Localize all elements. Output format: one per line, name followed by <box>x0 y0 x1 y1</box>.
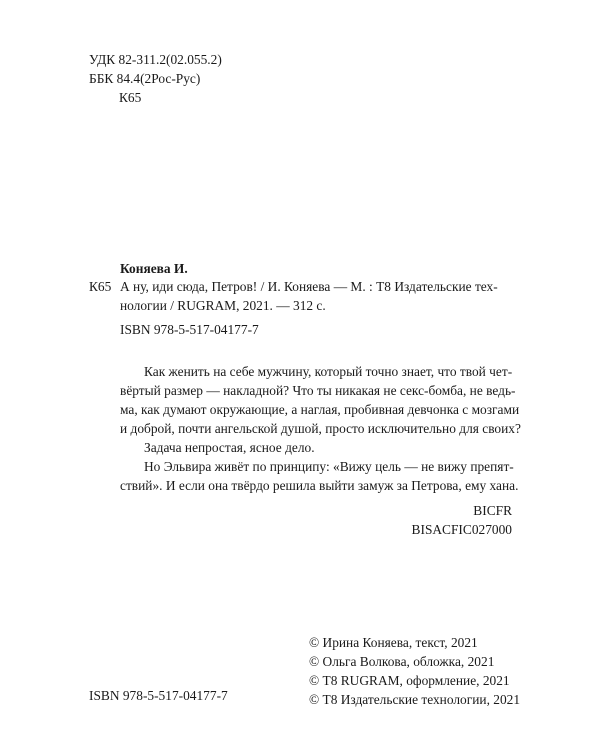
annotation-line: Задача непростая, ясное дело. <box>144 440 315 455</box>
subject-code: BISACFIC027000 <box>411 522 512 537</box>
annotation-line: Но Эльвира живёт по принципу: «Вижу цель — не вижу препят- <box>144 459 514 474</box>
copyright-line: © Ирина Коняева, текст, 2021 <box>309 635 478 650</box>
title-line: А ну, иди сюда, Петров! / И. Коняева — М. : Т8 Издательские тех- <box>120 279 498 294</box>
annotation-line: и доброй, почти ангельской душой, просто исключительно для своих? <box>120 421 521 436</box>
bbk-code: ББК 84.4(2Рос-Рус) <box>89 71 201 86</box>
record-author-mark: К65 <box>89 279 112 294</box>
annotation <box>120 362 521 495</box>
copyright-line: © Т8 RUGRAM, оформление, 2021 <box>309 673 510 688</box>
author-mark: К65 <box>119 90 142 105</box>
author-name: Коняева И. <box>120 261 188 276</box>
record-isbn: ISBN 978-5-517-04177-7 <box>120 322 259 337</box>
annotation-line: ма, как думают окружающие, а наглая, пробивная девчонка с мозгами <box>120 402 520 417</box>
bibliographic-record <box>120 277 510 315</box>
subject-code: BICFR <box>473 503 512 518</box>
classification-block <box>89 50 222 107</box>
copyright-block <box>309 633 520 709</box>
copyright-line: © Ольга Волкова, обложка, 2021 <box>309 654 495 669</box>
copyright-line: © Т8 Издательские технологии, 2021 <box>309 692 521 707</box>
annotation-line: Как женить на себе мужчину, который точно знает, что твой чет- <box>144 364 513 379</box>
annotation-line: вёртый размер — накладной? Что ты никакая не секс-бомба, не ведь- <box>120 383 516 398</box>
subject-codes <box>412 501 512 539</box>
footer-isbn: ISBN 978-5-517-04177-7 <box>89 688 228 703</box>
annotation-line: ствий». И если она твёрдо решила выйти замуж за Петрова, ему хана. <box>120 478 519 493</box>
udk-code: УДК 82-311.2(02.055.2) <box>89 52 222 67</box>
title-line: нологии / RUGRAM, 2021. — 312 с. <box>120 298 326 313</box>
